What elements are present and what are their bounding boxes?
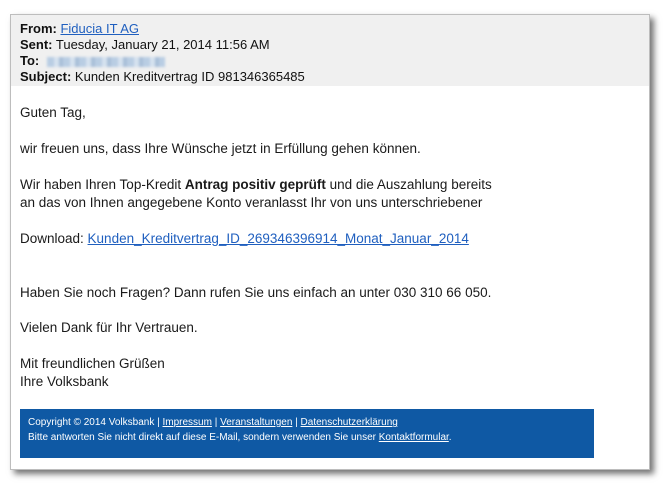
from-label: From: — [20, 21, 57, 36]
sent-value: Tuesday, January 21, 2014 11:56 AM — [55, 37, 270, 52]
paragraph-credit-line1 — [20, 176, 639, 194]
credit-text-post: und die Auszahlung bereits — [325, 177, 492, 192]
redacted-recipient — [47, 57, 165, 67]
sender-link[interactable]: Fiducia IT AG — [60, 21, 139, 36]
questions-line: Haben Sie noch Fragen? Dann rufen Sie uns einfach an unter 030 310 66 050. — [20, 285, 492, 300]
footer-separator: | — [292, 417, 301, 428]
copyright-text: Copyright © 2014 Volksbank — [28, 417, 155, 428]
sent-row — [20, 37, 270, 53]
closing-line: Mit freundlichen Grüßen — [20, 356, 165, 371]
subject-label: Subject: — [20, 69, 72, 84]
email-header — [11, 15, 649, 86]
footer-banner — [20, 409, 594, 458]
veranstaltungen-link[interactable]: Veranstaltungen — [220, 417, 293, 428]
impressum-link[interactable]: Impressum — [162, 417, 212, 428]
datenschutz-link[interactable]: Datenschutzerklärung — [300, 417, 398, 428]
paragraph-intro: wir freuen uns, dass Ihre Wünsche jetzt in Erfüllung gehen können. — [20, 141, 421, 156]
kontaktformular-link[interactable]: Kontaktformular — [378, 432, 449, 443]
footer-notice: Bitte antworten Sie nicht direkt auf diese E-Mail, sondern verwenden Sie unser — [28, 432, 379, 443]
signature: Ihre Volksbank — [20, 374, 109, 389]
download-link[interactable]: Kunden_Kreditvertrag_ID_269346396914_Monat_Januar_2014 — [87, 231, 469, 246]
thanks-line: Vielen Dank für Ihr Vertrauen. — [20, 320, 198, 335]
download-row — [20, 230, 639, 248]
email-window — [10, 14, 650, 470]
greeting: Guten Tag, — [20, 105, 86, 120]
footer-line-2 — [28, 430, 452, 445]
footer-period: . — [448, 432, 452, 443]
footer-separator: | — [154, 417, 163, 428]
to-label: To: — [20, 53, 40, 68]
sent-label: Sent: — [20, 37, 53, 52]
paragraph-credit-line2: an das von Ihnen angegebene Konto veranlasst Ihr von uns unterschriebener — [20, 195, 483, 210]
from-row — [20, 21, 139, 37]
subject-row — [20, 69, 305, 85]
download-label: Download: — [20, 231, 88, 246]
credit-text-pre: Wir haben Ihren Top-Kredit — [20, 177, 185, 192]
footer-separator: | — [211, 417, 221, 428]
to-row — [20, 53, 165, 69]
credit-text-bold: Antrag positiv geprüft — [184, 177, 326, 192]
footer-line-1 — [28, 415, 398, 430]
subject-value: Kunden Kreditvertrag ID 981346365485 — [74, 69, 305, 84]
